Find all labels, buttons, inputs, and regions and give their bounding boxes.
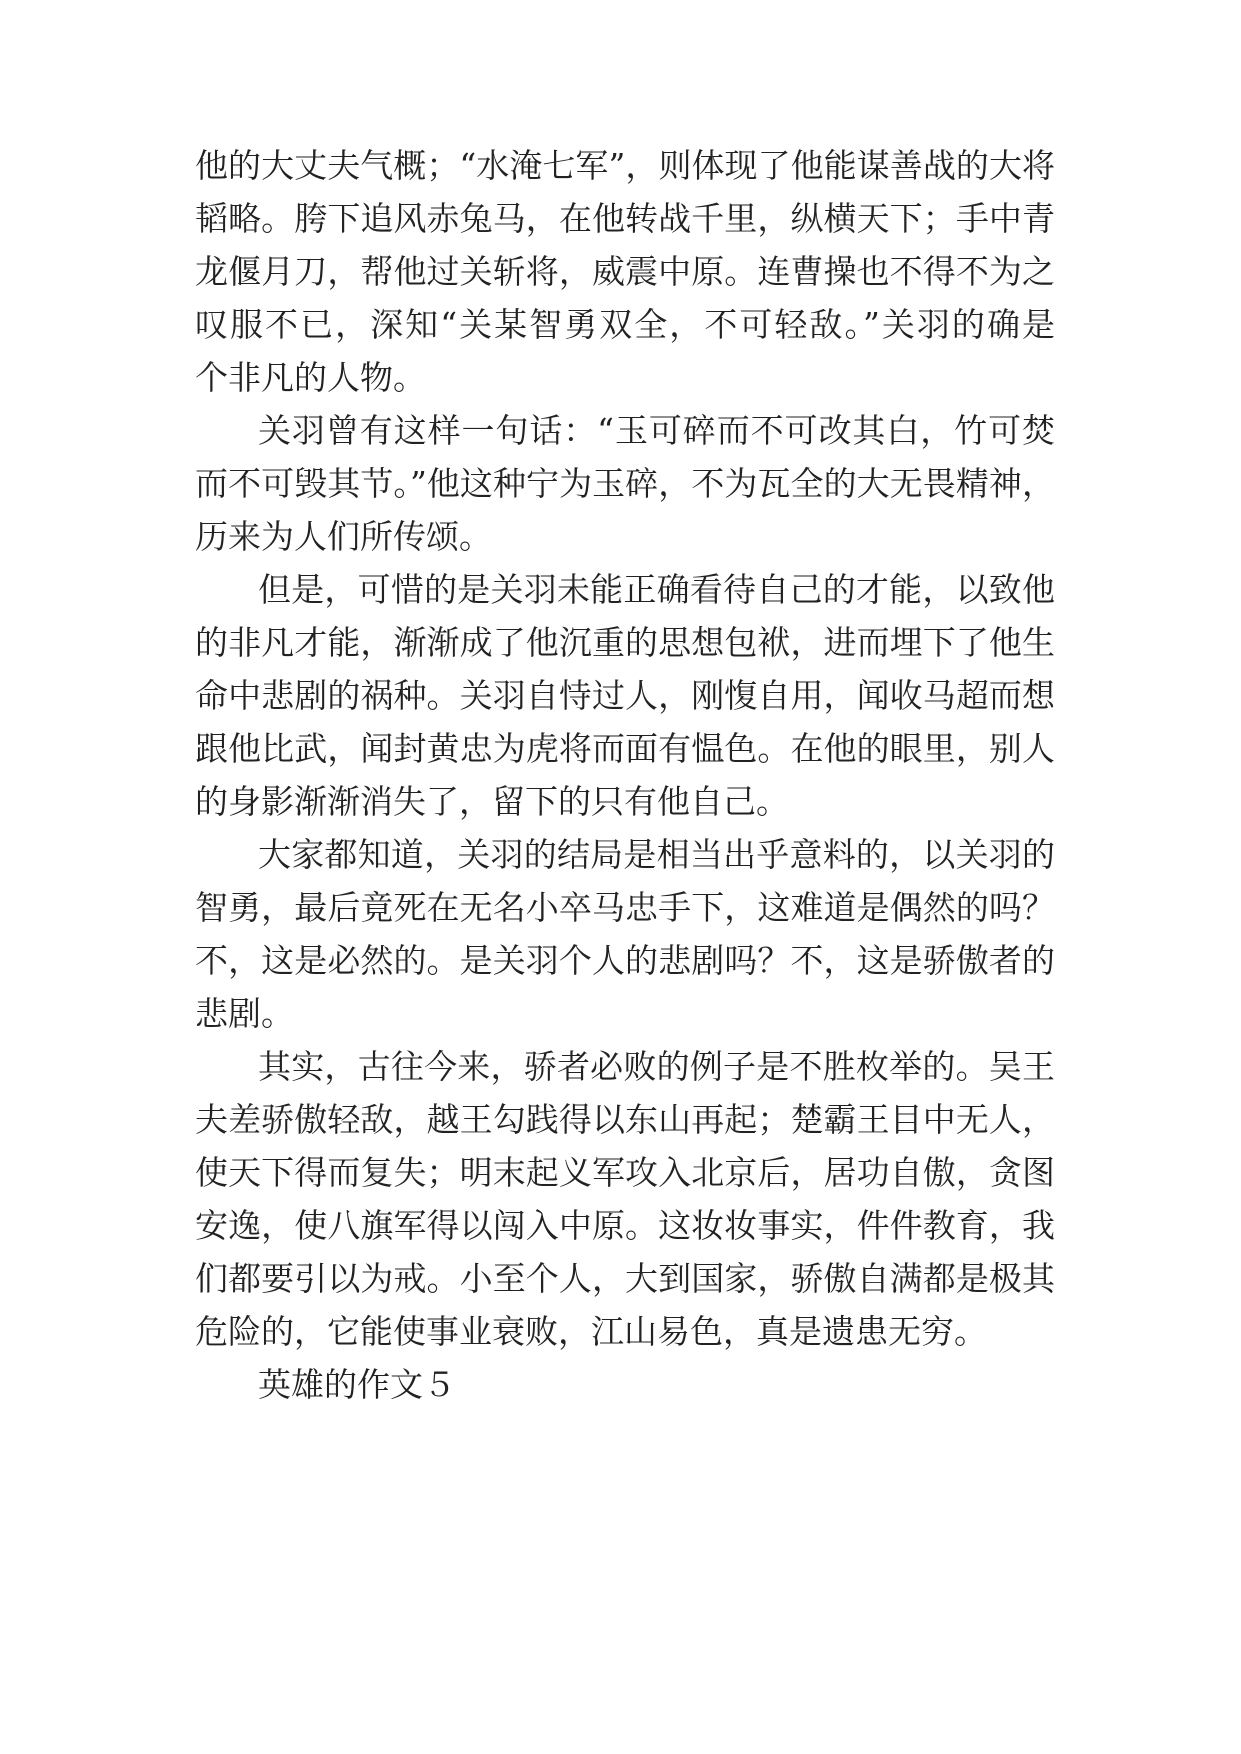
text-line: 龙偃月刀，帮他过关斩将，威震中原。连曹操也不得不为之 — [195, 252, 1055, 291]
text-line: 命中悲剧的祸种。关羽自恃过人，刚愎自用，闻收马超而想 — [195, 676, 1055, 715]
text-line: 悲剧。 — [195, 994, 294, 1033]
text-line: 历来为人们所传颂。 — [195, 517, 492, 556]
text-line: 智勇，最后竟死在无名小卒马忠手下，这难道是偶然的吗？ — [195, 888, 1055, 927]
paragraph-first-line: 其实，古往今来，骄者必败的例子是不胜枚举的。吴王 — [258, 1047, 1055, 1086]
text-line: 危险的，它能使事业衰败，江山易色，真是遗患无穷。 — [195, 1312, 987, 1351]
text-line: 安逸，使八旗军得以闯入中原。这妆妆事实，件件教育，我 — [195, 1206, 1055, 1245]
text-line: 个非凡的人物。 — [195, 358, 426, 397]
paragraph-first-line: 大家都知道，关羽的结局是相当出乎意料的，以关羽的 — [258, 835, 1055, 874]
text-line: 不，这是必然的。是关羽个人的悲剧吗？不，这是骄傲者的 — [195, 941, 1055, 980]
text-line: 叹服不已，深知“关某智勇双全，不可轻敌。”关羽的确是 — [195, 305, 1055, 344]
text-line: 夫差骄傲轻敌，越王勾践得以东山再起；楚霸王目中无人， — [195, 1100, 1055, 1139]
paragraph-first-line: 关羽曾有这样一句话：“玉可碎而不可改其白，竹可焚 — [258, 411, 1055, 450]
text-line: 韬略。胯下追风赤兔马，在他转战千里，纵横天下；手中青 — [195, 199, 1055, 238]
text-line: 跟他比武，闻封黄忠为虎将而面有愠色。在他的眼里，别人 — [195, 729, 1055, 768]
paragraph-first-line: 但是，可惜的是关羽未能正确看待自己的才能，以致他 — [258, 570, 1055, 609]
text-line: 而不可毁其节。”他这种宁为玉碎，不为瓦全的大无畏精神， — [195, 464, 1055, 503]
text-line: 他的大丈夫气概；“水淹七军”，则体现了他能谋善战的大将 — [195, 146, 1055, 185]
text-line: 的非凡才能，渐渐成了他沉重的思想包袱，进而埋下了他生 — [195, 623, 1055, 662]
text-line: 们都要引以为戒。小至个人，大到国家，骄傲自满都是极其 — [195, 1259, 1055, 1298]
section-heading: 英雄的作文５ — [258, 1365, 456, 1404]
text-line: 的身影渐渐消失了，留下的只有他自己。 — [195, 782, 789, 821]
text-line: 使天下得而复失；明末起义军攻入北京后，居功自傲，贪图 — [195, 1153, 1055, 1192]
